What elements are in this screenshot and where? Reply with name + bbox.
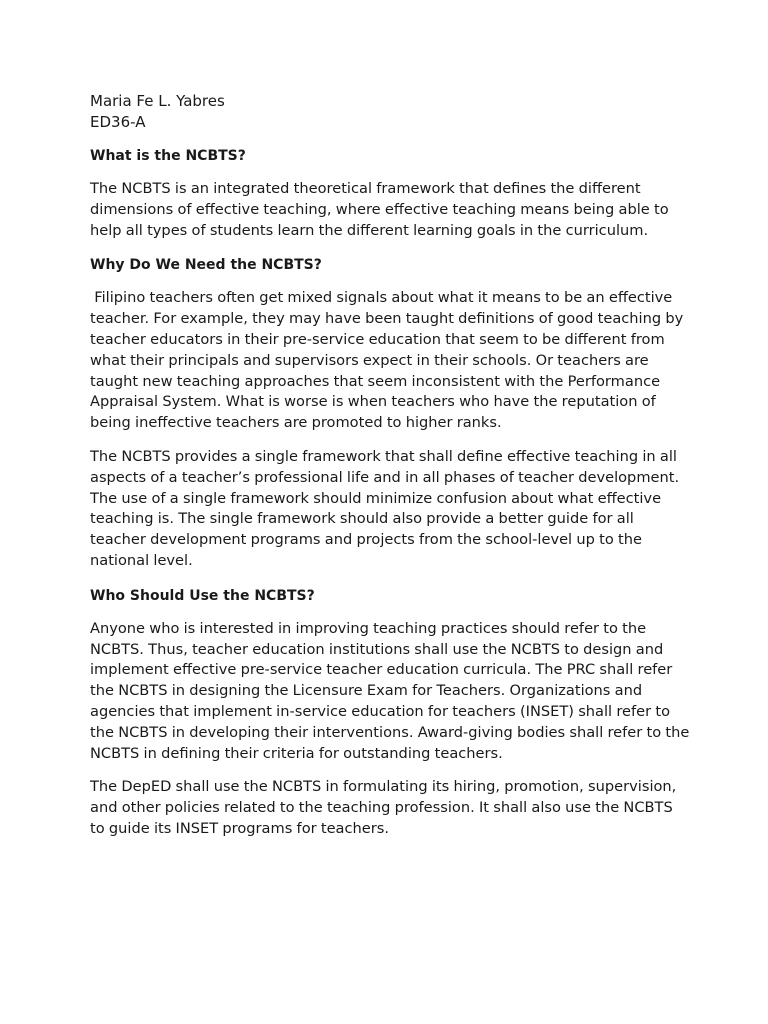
section-paragraph-who-1: Anyone who is interested in improving teaching practices should refer to the NCBTS. Thus, teacher education institutions shall use the NCBTS to design and implement effective pre-service teacher education curricula. The PRC shall refer the NCBTS in designing the Licensure Exam for Teachers. Organizations and agencies that implement in-service education for teachers (INSET) shall refer to the NCBTS in developing their interventions. Award-giving bodies shall refer to the NCBTS in defining their criteria for outstanding teachers. — [90, 619, 690, 762]
section-paragraph-what: The NCBTS is an integrated theoretical framework that defines the different dimensions of effective teaching, where effective teaching means being able to help all types of students learn the different learning goals in the curriculum. — [90, 180, 669, 239]
section-paragraph-who-2: The DepED shall use the NCBTS in formulating its hiring, promotion, supervision, and other policies related to the teaching profession. It shall also use the NCBTS to guide its INSET programs for teachers. — [90, 778, 677, 837]
author-section: ED36-A — [90, 113, 146, 131]
section-heading-why: Why Do We Need the NCBTS? — [90, 257, 322, 274]
section-heading-who: Who Should Use the NCBTS? — [90, 587, 315, 604]
section-heading-what: What is the NCBTS? — [90, 148, 246, 164]
author-name: Maria Fe L. Yabres — [90, 92, 225, 110]
section-paragraph-why-1: Filipino teachers often get mixed signals about what it means to be an effective teacher. For example, they may have been taught definitions of good teaching by teacher educators in their pre-service education that seem to be different from what their principals and supervisors expect in their schools. Or teachers are taught new teaching approaches that seem inconsistent with the Performance Appraisal System. What is worse is when teachers who have the reputation of being ineffective teachers are promoted to higher ranks. — [90, 289, 688, 432]
document-page — [90, 91, 690, 840]
section-paragraph-why-2: The NCBTS provides a single framework that shall define effective teaching in all aspects of a teacher’s professional life and in all phases of teacher development. The use of a single framework should minimize confusion about what effective teaching is. The single framework should also provide a better guide for all teacher development programs and projects from the school-level up to the national level. — [90, 447, 680, 569]
